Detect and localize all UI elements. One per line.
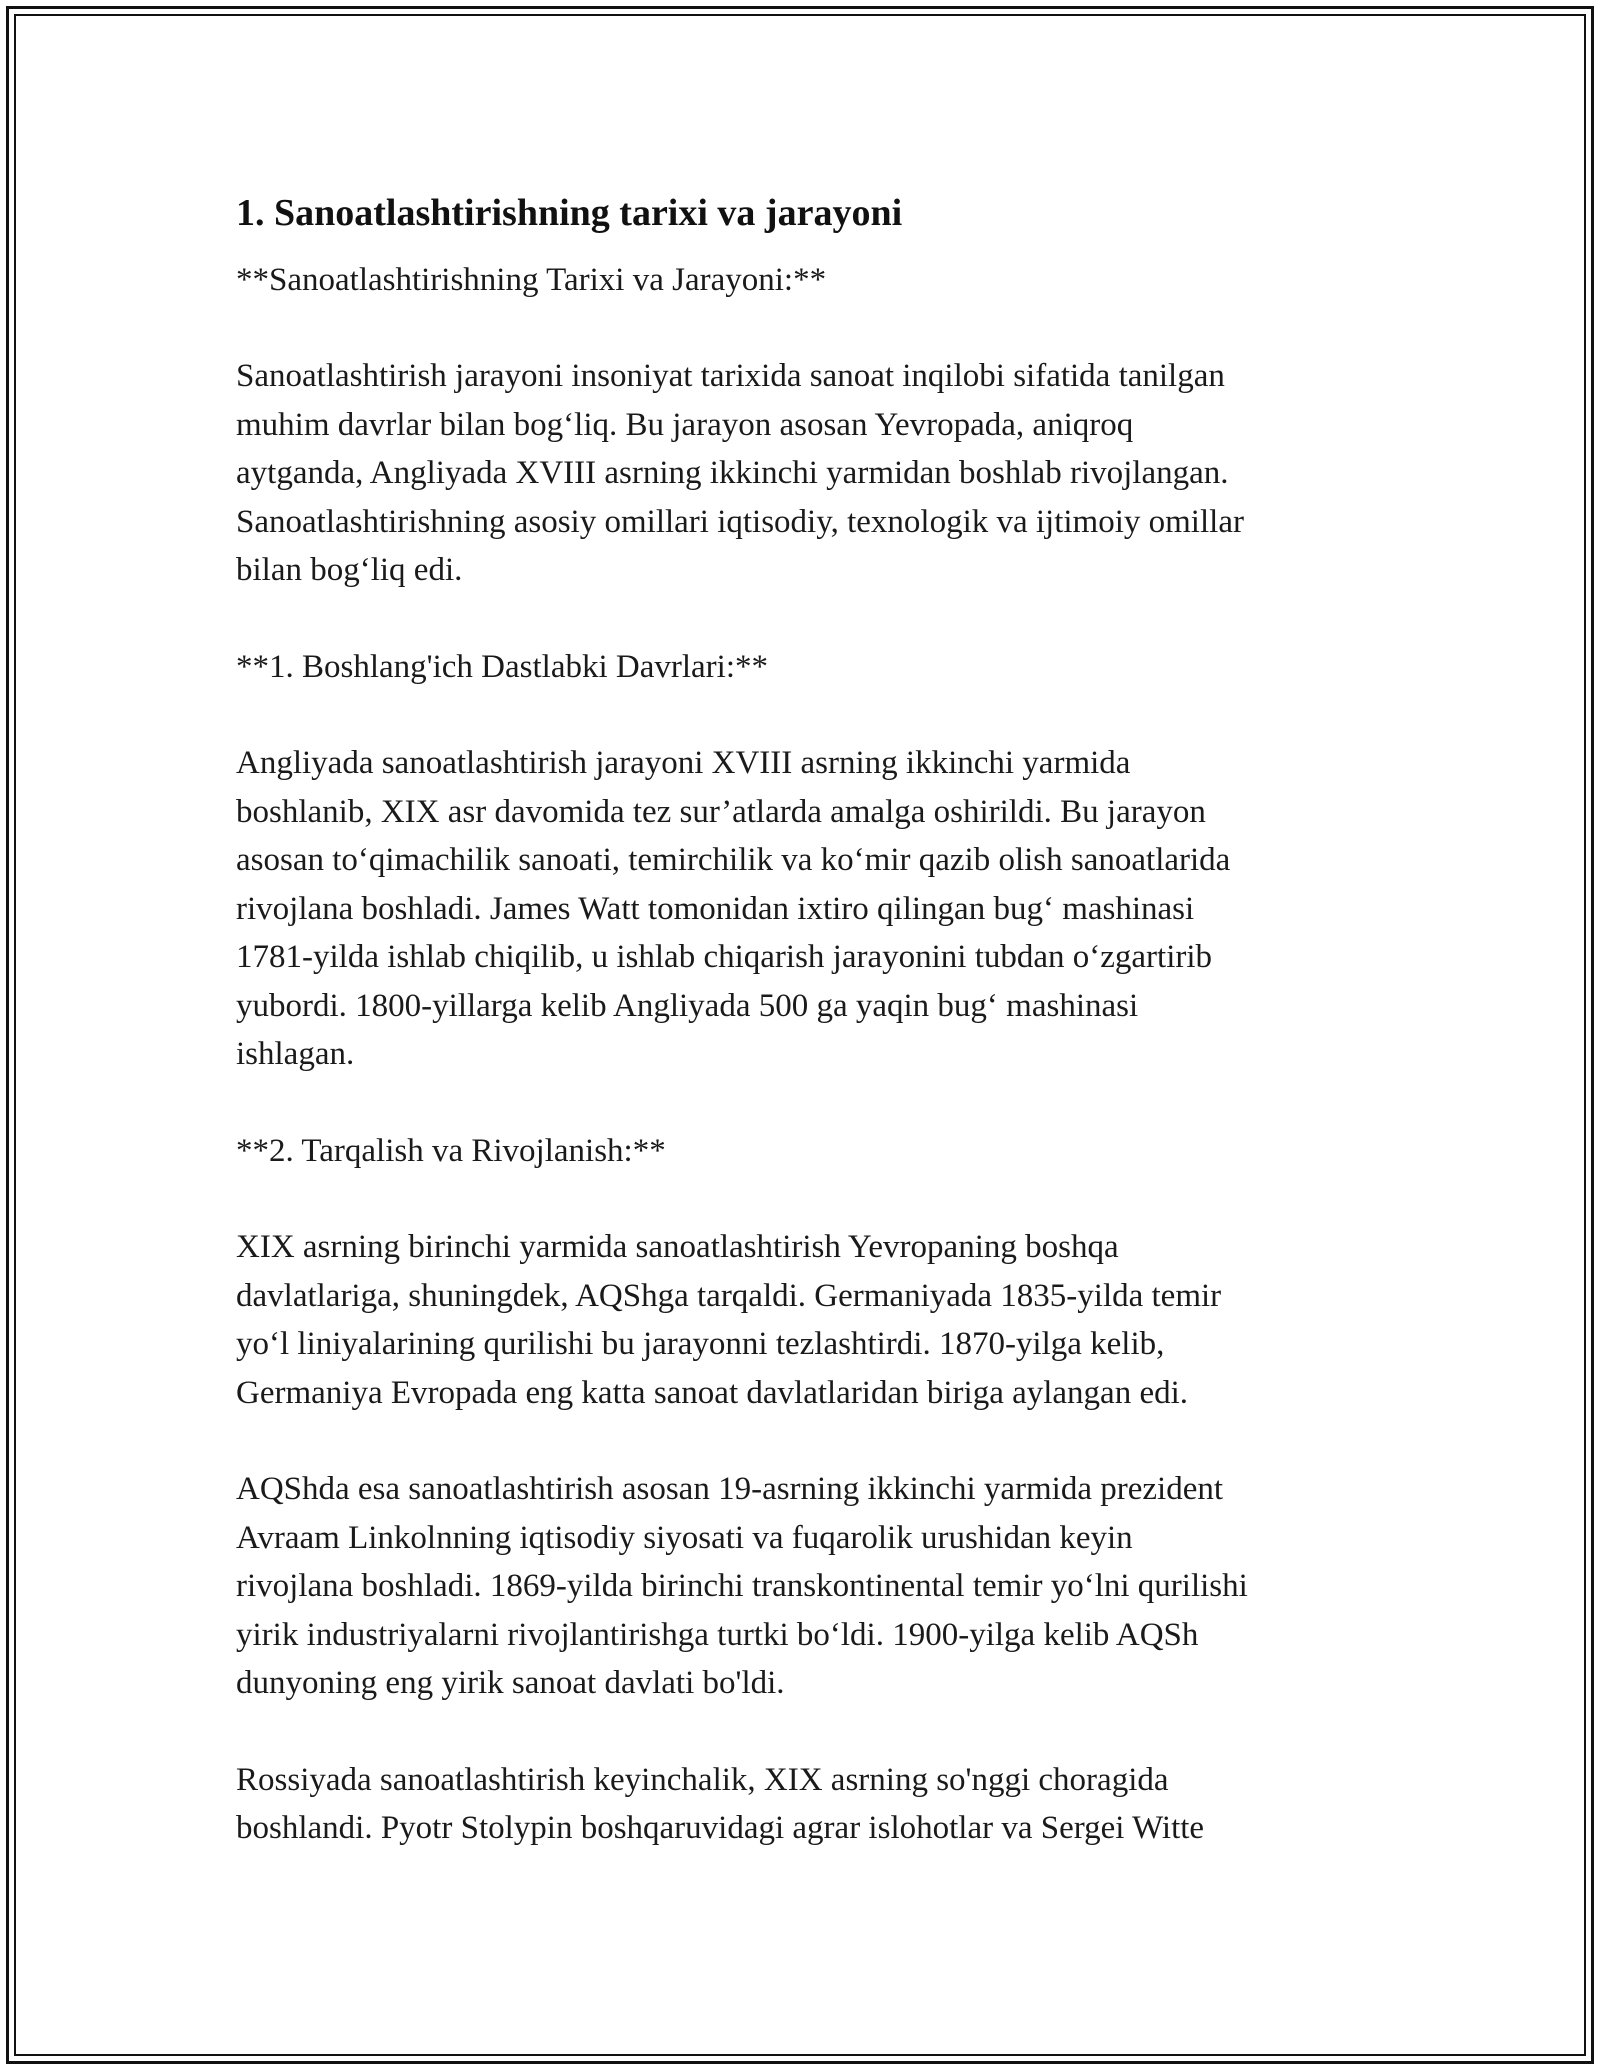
text-line: dunyoning eng yirik sanoat davlati bo'ldi. (236, 1665, 785, 1701)
section2-paragraph-usa (236, 1465, 1386, 1708)
text-line: rivojlana boshladi. James Watt tomonidan ixtiro qilingan bug‘ mashinasi (236, 890, 1195, 927)
text-line: Angliyada sanoatlashtirish jarayoni XVIII asrning ikkinchi yarmida (236, 745, 1131, 781)
text-line: yo‘l liniyalarining qurilishi bu jarayonni tezlashtirdi. 1870-yilga kelib, (236, 1326, 1165, 1362)
document-title: 1. Sanoatlashtirishning tarixi va jarayoni (236, 192, 903, 234)
text-line: Rossiyada sanoatlashtirish keyinchalik, XIX asrning so'nggi choragida (236, 1761, 1169, 1798)
section2-heading: **2. Tarqalish va Rivojlanish:** (236, 1132, 666, 1169)
text-line: Sanoatlashtirish jarayoni insoniyat tarixida sanoat inqilobi sifatida tanilgan (236, 358, 1225, 394)
section1-paragraph (236, 739, 1386, 1079)
text-line: Germaniya Evropada eng katta sanoat davlatlaridan biriga aylangan edi. (236, 1374, 1189, 1411)
text-line: XIX asrning birinchi yarmida sanoatlashtirish Yevropaning boshqa (236, 1229, 1119, 1265)
text-line: aytganda, Angliyada XVIII asrning ikkinchi yarmidan boshlab rivojlangan. (236, 455, 1229, 491)
text-line: yirik industriyalarni rivojlantirishga turtki bo‘ldi. 1900-yilga kelib AQSh (236, 1616, 1199, 1653)
text-line: boshlanib, XIX asr davomida tez sur’atlarda amalga oshirildi. Bu jarayon (236, 793, 1206, 830)
text-line: ishlagan. (236, 1036, 355, 1072)
text-line: AQShda esa sanoatlashtirish asosan 19-asrning ikkinchi yarmida prezident (236, 1471, 1224, 1507)
text-line: rivojlana boshladi. 1869-yilda birinchi transkontinental temir yo‘lni qurilishi (236, 1568, 1248, 1604)
intro-paragraph (236, 352, 1386, 595)
text-line: davlatlariga, shuningdek, AQShga tarqaldi. Germaniyada 1835-yilda temir (236, 1277, 1222, 1314)
text-line: bilan bog‘liq edi. (236, 552, 463, 588)
text-line: Sanoatlashtirishning asosiy omillari iqtisodiy, texnologik va ijtimoiy omillar (236, 503, 1244, 540)
text-line: Avraam Linkolnning iqtisodiy siyosati va fuqarolik urushidan keyin (236, 1519, 1133, 1556)
text-line: yubordi. 1800-yillarga kelib Angliyada 500 ga yaqin bug‘ mashinasi (236, 987, 1139, 1024)
text-line: muhim davrlar bilan bog‘liq. Bu jarayon asosan Yevropada, aniqroq (236, 406, 1134, 443)
section1-heading: **1. Boshlang'ich Dastlabki Davrlari:** (236, 648, 769, 685)
text-line: asosan to‘qimachilik sanoati, temirchilik va ko‘mir qazib olish sanoatlarida (236, 842, 1231, 878)
text-line: boshlandi. Pyotr Stolypin boshqaruvidagi agrar islohotlar va Sergei Witte (236, 1810, 1205, 1846)
document-body (236, 186, 1386, 1853)
section2-paragraph-germany (236, 1223, 1386, 1417)
section2-paragraph-russia (236, 1756, 1386, 1853)
document-subtitle: **Sanoatlashtirishning Tarixi va Jarayoni:** (236, 262, 827, 298)
text-line: 1781-yilda ishlab chiqilib, u ishlab chiqarish jarayonini tubdan o‘zgartirib (236, 939, 1213, 975)
